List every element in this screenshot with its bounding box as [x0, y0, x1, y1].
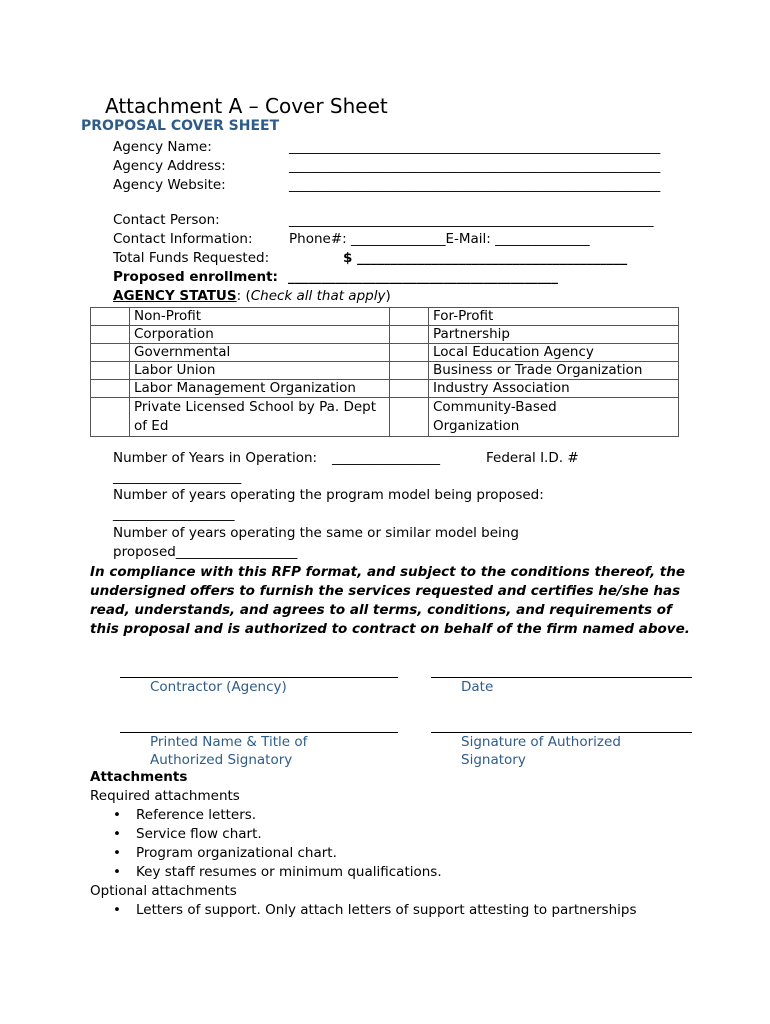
program-years-field[interactable]: __________________: [113, 506, 235, 522]
forprofit-checkbox[interactable]: [390, 308, 429, 326]
list-item: Letters of support. Only attach letters of support attesting to partnerships: [136, 902, 637, 918]
section-subtitle: PROPOSAL COVER SHEET: [81, 118, 280, 134]
status-option-label: Governmental: [130, 344, 390, 362]
table-row: [91, 326, 679, 344]
lea-checkbox[interactable]: [390, 344, 429, 362]
business-trade-checkbox[interactable]: [390, 362, 429, 380]
optional-attachments-label: Optional attachments: [90, 883, 237, 899]
status-option-label: Business or Trade Organization: [429, 362, 679, 380]
list-item: Key staff resumes or minimum qualifications.: [136, 864, 442, 880]
years-operation-label: Number of Years in Operation:: [113, 450, 318, 466]
agency-name-field[interactable]: _______________________________________________________: [289, 139, 661, 155]
status-option-label: Industry Association: [429, 380, 679, 398]
agency-status-instruction: Check all that apply: [250, 288, 386, 304]
status-option-label: For-Profit: [429, 308, 679, 326]
agency-name-label: Agency Name:: [113, 139, 212, 155]
agency-status-table: [90, 307, 679, 437]
signature-label: Signature of Authorized Signatory: [461, 734, 621, 768]
proposed-enrollment-field[interactable]: ________________________________________: [288, 269, 558, 285]
list-item: Service flow chart.: [136, 826, 262, 842]
table-row: [91, 362, 679, 380]
private-school-checkbox[interactable]: [91, 398, 130, 437]
bullet-icon: •: [113, 826, 121, 842]
partnership-checkbox[interactable]: [390, 326, 429, 344]
bullet-icon: •: [113, 864, 121, 880]
proposed-enrollment-label: Proposed enrollment:: [113, 269, 278, 285]
agency-website-field[interactable]: _______________________________________________________: [289, 177, 661, 193]
agency-status-close: ): [385, 288, 391, 304]
list-item: Reference letters.: [136, 807, 257, 823]
federal-id-label: Federal I.D. #: [486, 450, 579, 466]
status-option-label: Labor Management Organization: [130, 380, 390, 398]
page-title: Attachment A – Cover Sheet: [105, 94, 388, 118]
contact-info-field[interactable]: Phone#: ______________E-Mail: ______________: [289, 231, 590, 247]
governmental-checkbox[interactable]: [91, 344, 130, 362]
agency-status-title: AGENCY STATUS: [113, 288, 237, 304]
industry-association-checkbox[interactable]: [390, 380, 429, 398]
similar-model-label: Number of years operating the same or similar model being: [113, 525, 519, 541]
compliance-statement: In compliance with this RFP format, and subject to the conditions thereof, the undersigned offers to furnish the services requested and certifies he/she has read, understands, and agrees to all terms, conditions, and requirements of this proposal and is authorized to contract on behalf of the firm named above.: [90, 564, 690, 637]
status-option-label: Labor Union: [130, 362, 390, 380]
federal-id-field[interactable]: ___________________: [113, 469, 242, 485]
agency-address-label: Agency Address:: [113, 158, 226, 174]
list-item: Program organizational chart.: [136, 845, 337, 861]
bullet-icon: •: [113, 902, 121, 918]
program-years-label: Number of years operating the program model being proposed:: [113, 487, 544, 503]
similar-model-field[interactable]: proposed__________________: [113, 544, 298, 560]
corporation-checkbox[interactable]: [91, 326, 130, 344]
agency-status-colon: : (: [236, 288, 251, 304]
total-funds-label: Total Funds Requested:: [113, 250, 270, 266]
agency-address-field[interactable]: _______________________________________________________: [289, 158, 661, 174]
printed-name-label: Printed Name & Title of Authorized Signatory: [150, 734, 308, 768]
table-row: [91, 380, 679, 398]
nonprofit-checkbox[interactable]: [91, 308, 130, 326]
years-operation-field[interactable]: ________________: [332, 450, 440, 466]
status-option-label: Partnership: [429, 326, 679, 344]
table-row: [91, 308, 679, 326]
bullet-icon: •: [113, 807, 121, 823]
labor-management-checkbox[interactable]: [91, 380, 130, 398]
status-option-label: Private Licensed School by Pa. Dept of Ed: [130, 398, 390, 437]
total-funds-field[interactable]: $ ________________________________________: [343, 250, 628, 266]
status-option-label: Non-Profit: [130, 308, 390, 326]
date-label: Date: [461, 679, 494, 695]
community-based-checkbox[interactable]: [390, 398, 429, 437]
status-option-label: Local Education Agency: [429, 344, 679, 362]
table-row: [91, 398, 679, 437]
required-attachments-label: Required attachments: [90, 788, 240, 804]
status-option-label: Community-Based Organization: [429, 398, 679, 437]
status-option-label: Corporation: [130, 326, 390, 344]
labor-union-checkbox[interactable]: [91, 362, 130, 380]
contact-info-label: Contact Information:: [113, 231, 253, 247]
contact-person-field[interactable]: ______________________________________________________: [289, 212, 654, 228]
contractor-label: Contractor (Agency): [150, 679, 287, 695]
attachments-heading: Attachments: [90, 769, 188, 785]
bullet-icon: •: [113, 845, 121, 861]
table-row: [91, 344, 679, 362]
contact-person-label: Contact Person:: [113, 212, 220, 228]
agency-status-heading: [113, 288, 391, 304]
agency-website-label: Agency Website:: [113, 177, 226, 193]
